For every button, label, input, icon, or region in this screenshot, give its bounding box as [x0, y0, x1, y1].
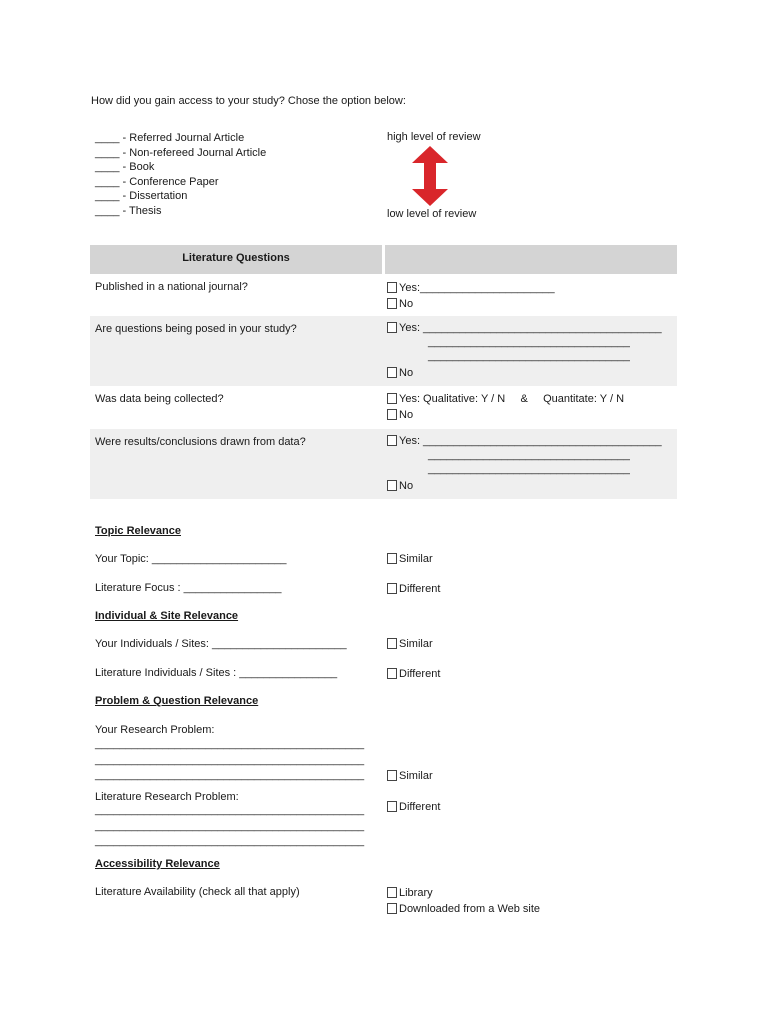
answer-line[interactable]: _________________________________ — [428, 336, 630, 348]
literature-focus-field[interactable]: Literature Focus : ________________ — [95, 582, 282, 594]
answer-no-data-collected[interactable]: No — [387, 409, 413, 421]
high-review-label: high level of review — [387, 131, 481, 143]
answer-line[interactable]: _________________________________ — [428, 463, 630, 475]
checkbox[interactable] — [387, 770, 397, 781]
question-results-drawn: Were results/conclusions drawn from data? — [95, 436, 306, 448]
question-published: Published in a national journal? — [95, 281, 248, 293]
option-thesis[interactable]: ____ - Thesis — [95, 204, 162, 217]
access-options-list — [95, 131, 266, 218]
option-dissertation[interactable]: ____ - Dissertation — [95, 190, 188, 202]
problem-different-option[interactable]: Different — [387, 801, 440, 813]
individual-relevance-heading: Individual & Site Relevance — [95, 610, 239, 622]
checkbox[interactable] — [387, 903, 397, 914]
answer-yes-data-collected[interactable]: Yes: Qualitative: Y / N & Quantitate: Y / N — [387, 393, 624, 405]
table-row-published — [90, 274, 677, 316]
answer-line[interactable]: _________________________________ — [428, 449, 630, 461]
your-topic-field[interactable]: Your Topic: ______________________ — [95, 553, 287, 565]
option-conference-paper[interactable]: ____ - Conference Paper — [95, 175, 219, 188]
checkbox[interactable] — [387, 298, 397, 309]
checkbox[interactable] — [387, 638, 397, 649]
option-book[interactable]: ____ - Book — [95, 161, 155, 173]
checkbox[interactable] — [387, 583, 397, 594]
checkbox[interactable] — [387, 435, 397, 446]
answer-line[interactable]: ____________________________________________ — [95, 835, 365, 847]
checkbox[interactable] — [387, 553, 397, 564]
downloaded-option[interactable]: Downloaded from a Web site — [387, 903, 540, 915]
individual-similar-option[interactable]: Similar — [387, 638, 433, 650]
checkbox[interactable] — [387, 480, 397, 491]
individual-different-option[interactable]: Different — [387, 668, 440, 680]
table-row-questions-posed — [90, 316, 677, 386]
table-header-title: Literature Questions — [182, 252, 290, 264]
option-non-refereed-journal[interactable]: ____ - Non-refereed Journal Article — [95, 146, 267, 159]
answer-line[interactable]: _________________________________ — [428, 350, 630, 362]
table-row-data-collected — [90, 386, 677, 429]
problem-similar-option[interactable]: Similar — [387, 770, 433, 782]
low-review-label: low level of review — [387, 208, 477, 220]
literature-research-problem-label: Literature Research Problem: — [95, 791, 239, 803]
checkbox[interactable] — [387, 282, 397, 293]
literature-research-problem-lines[interactable] — [95, 803, 364, 850]
checkbox[interactable] — [387, 801, 397, 812]
checkbox[interactable] — [387, 393, 397, 404]
topic-different-option[interactable]: Different — [387, 583, 440, 595]
topic-relevance-heading: Topic Relevance — [95, 525, 181, 537]
literature-availability-label: Literature Availability (check all that apply) — [95, 886, 300, 898]
checkbox[interactable] — [387, 322, 397, 333]
question-data-collected: Was data being collected? — [95, 393, 224, 405]
checkbox[interactable] — [387, 668, 397, 679]
answer-line[interactable]: ____________________________________________ — [95, 769, 365, 781]
answer-no-results-drawn[interactable]: No — [387, 480, 413, 492]
option-referred-journal[interactable]: ____ - Referred Journal Article — [95, 132, 245, 144]
answer-line[interactable]: ____________________________________________ — [95, 753, 365, 766]
double-arrow-icon — [411, 146, 449, 206]
answer-line[interactable]: ____________________________________________ — [95, 804, 365, 816]
checkbox[interactable] — [387, 409, 397, 420]
accessibility-relevance-heading: Accessibility Relevance — [95, 858, 220, 870]
topic-similar-option[interactable]: Similar — [387, 553, 433, 565]
table-header — [90, 245, 677, 274]
your-research-problem-lines[interactable] — [95, 737, 364, 784]
checkbox[interactable] — [387, 367, 397, 378]
library-option[interactable]: Library — [387, 887, 433, 899]
answer-no-questions-posed[interactable]: No — [387, 367, 413, 379]
table-row-results-drawn — [90, 429, 677, 499]
answer-line[interactable]: ____________________________________________ — [95, 819, 365, 832]
answer-yes-published[interactable]: Yes:______________________ — [387, 282, 555, 294]
answer-yes-questions-posed[interactable]: Yes: _______________________________________ — [387, 322, 662, 334]
problem-relevance-heading: Problem & Question Relevance — [95, 695, 259, 707]
your-research-problem-label: Your Research Problem: — [95, 724, 215, 736]
answer-yes-results-drawn[interactable]: Yes: _______________________________________ — [387, 435, 662, 447]
intro-question: How did you gain access to your study? Chose the option below: — [91, 95, 406, 107]
question-questions-posed: Are questions being posed in your study? — [95, 323, 297, 335]
answer-line[interactable]: ____________________________________________ — [95, 738, 365, 750]
literature-individuals-field[interactable]: Literature Individuals / Sites : ________________ — [95, 667, 338, 679]
answer-no-published[interactable]: No — [387, 298, 413, 310]
checkbox[interactable] — [387, 887, 397, 898]
your-individuals-field[interactable]: Your Individuals / Sites: ______________________ — [95, 638, 347, 650]
